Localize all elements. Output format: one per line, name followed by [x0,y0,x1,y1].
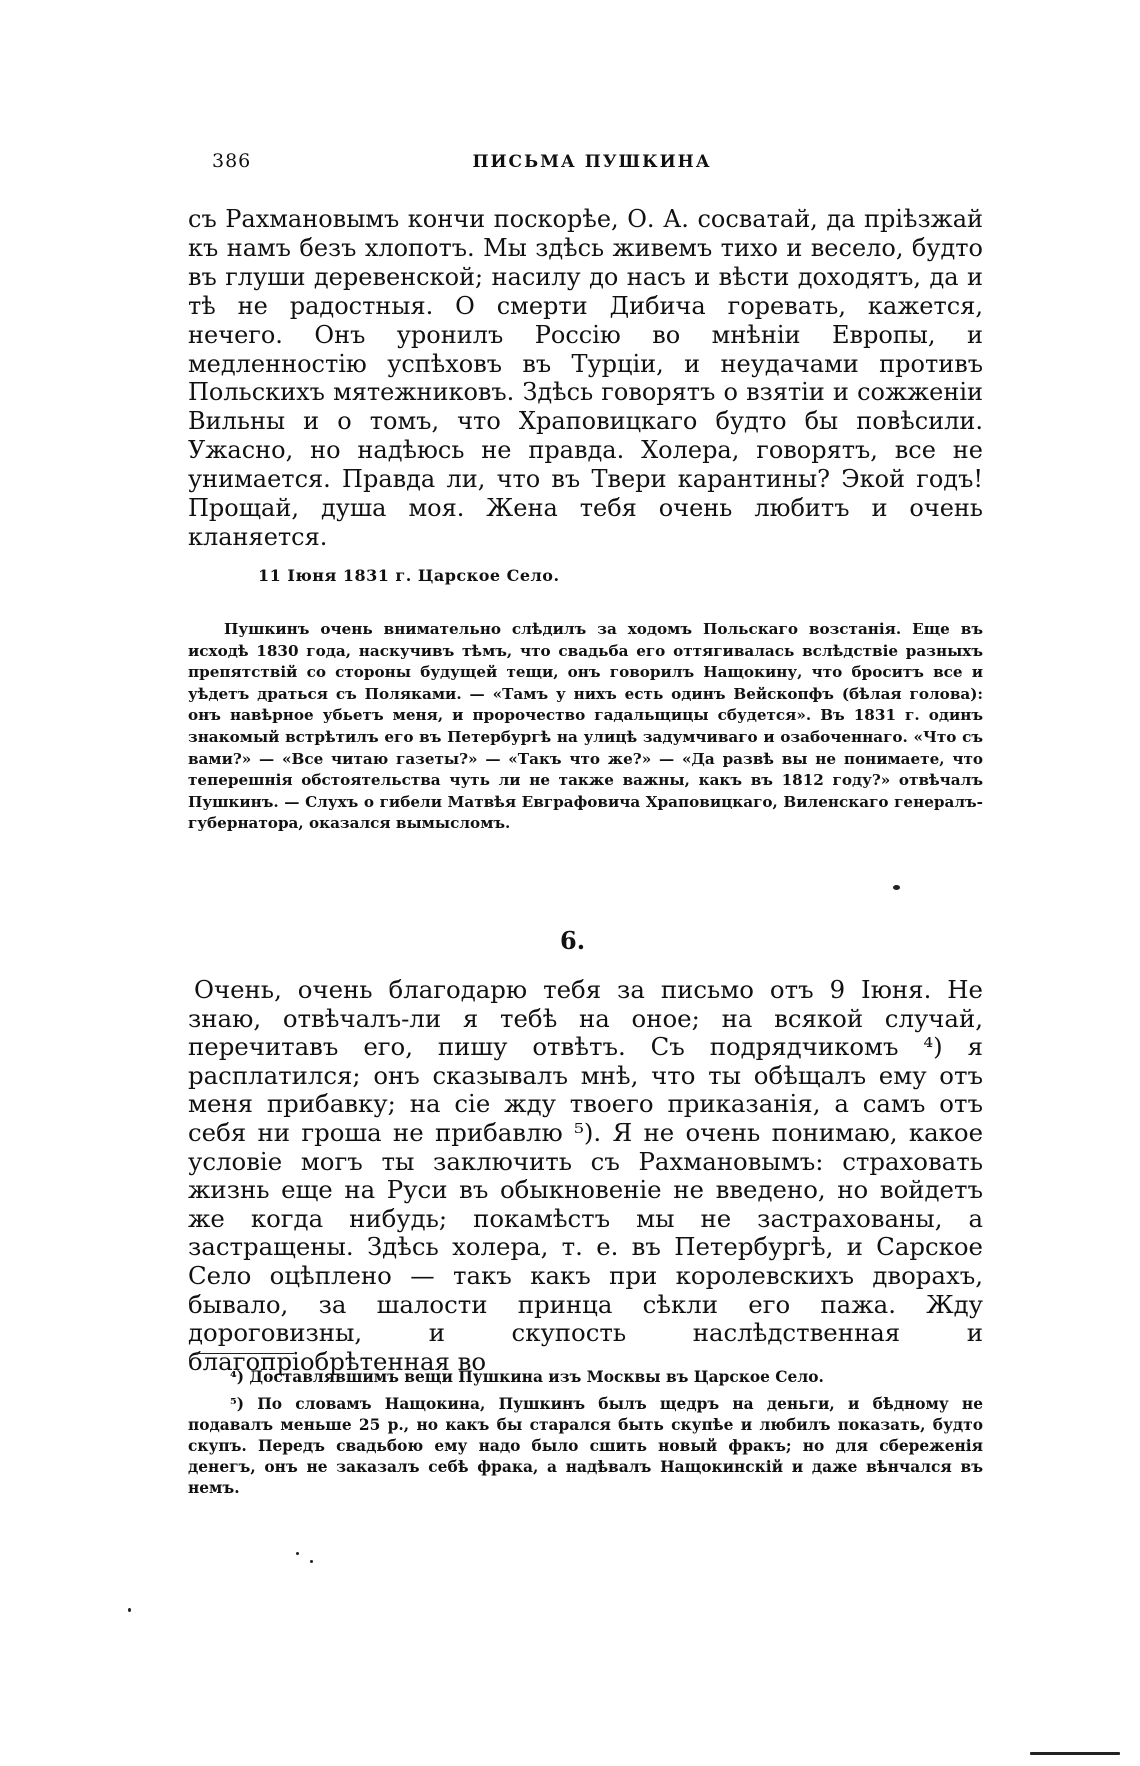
letter-six-body [188,976,983,1376]
scan-speck [128,1608,131,1612]
editorial-commentary [188,619,983,835]
scan-speck [893,885,900,890]
page-number: 386 [212,150,252,172]
footnote-divider [196,1353,294,1354]
footnote-5: ⁵) По словамъ Нащокина, Пушкинъ былъ щедръ на деньги, и бѣдному не подавалъ меньше 25 р., но какъ бы старался быть скупѣе и любилъ показать, будто скупъ. Передъ свадьбою ему надо было сшить новый фракъ; но для сбереженія денегъ, онъ не заказалъ себѣ фрака, а надѣвалъ Нащокинскій и даже вѣнчался въ немъ. [188,1395,983,1497]
page-header [212,150,972,180]
letter-dateline: 11 Іюня 1831 г. Царское Село. [258,566,560,585]
letter-number: 6. [560,926,586,955]
footnote-4: ⁴) Доставлявшимъ вещи Пушкина изъ Москвы въ Царское Село. [230,1368,824,1386]
scan-speck [1030,1752,1120,1755]
letter-continuation-paragraph: съ Рахмановымъ кончи поскорѣе, О. А. сосватай, да пріѣзжай къ намъ безъ хлопотъ. Мы здѣсь живемъ тихо и весело, будто въ глуши деревенской; насилу до насъ и вѣсти доходятъ, да и тѣ не радостныя. О смерти Дибича горевать, кажется, нечего. Онъ уронилъ Россію во мнѣніи Европы, и медленностію успѣховъ въ Турціи, и неудачами противъ Польскихъ мятежниковъ. Здѣсь говорятъ о взятіи и сожженіи Вильны и о томъ, что Храповицкаго будто бы повѣсили. Ужасно, но надѣюсь не правда. Холера, говорятъ, все не унимается. Правда ли, что въ Твери карантины? Экой годъ! Прощай, душа моя. Жена тебя очень любитъ и очень кланяется. [188,205,983,551]
commentary-paragraph: Пушкинъ очень внимательно слѣдилъ за ходомъ Польскаго возстанія. Еще въ исходѣ 1830 года, наскучивъ тѣмъ, что свадьба его оттягивалась вслѣдствіе разныхъ препятствій со стороны будущей тещи, онъ говорилъ Нащокину, что броситъ все и уѣдетъ драться съ Поляками. — «Тамъ у нихъ есть одинъ Вейскопфъ (бѣлая голова): онъ навѣрное убьетъ меня, и пророчество гадальщицы сбудется». Въ 1831 г. одинъ знакомый встрѣтилъ его въ Петербургѣ на улицѣ задумчиваго и озабоченнаго. «Что съ вами?» — «Все читаю газеты?» — «Такъ что же?» — «Да развѣ вы не понимаете, что теперешнія обстоятельства чуть ли не также важны, какъ въ 1812 году?» отвѣчалъ Пушкинъ. — Слухъ о гибели Матвѣя Евграфовича Храповицкаго, Виленскаго генералъ-губернатора, оказался вымысломъ. [188,620,983,833]
scan-speck [310,1560,313,1563]
letter-continuation [188,205,983,552]
running-title: ПИСЬМА ПУШКИНА [472,152,712,172]
scan-speck [296,1552,299,1555]
footnotes [188,1367,983,1505]
letter-six-paragraph: Очень, очень благодарю тебя за письмо отъ 9 Іюня. Не знаю, отвѣчалъ-ли я тебѣ на оное; на всякой случай, перечитавъ его, пишу отвѣтъ. Съ подрядчикомъ ⁴) я расплатился; онъ сказывалъ мнѣ, что ты обѣщалъ ему отъ меня прибавку; на сіе жду твоего приказанія, а самъ отъ себя ни гроша не прибавлю ⁵). Я не очень понимаю, какое условіе могъ ты заключить съ Рахмановымъ: страховать жизнь еще на Руси въ обыкновеніе не введено, но войдетъ же когда нибудь; покамѣстъ мы не застрахованы, а застращены. Здѣсь холера, т. е. въ Петербургѣ, и Сарское Село оцѣплено — такъ какъ при королевскихъ дворахъ, бывало, за шалости принца сѣкли его пажа. Жду дороговизны, и скупость наслѣдственная и благопріобрѣтенная во [188,975,983,1376]
